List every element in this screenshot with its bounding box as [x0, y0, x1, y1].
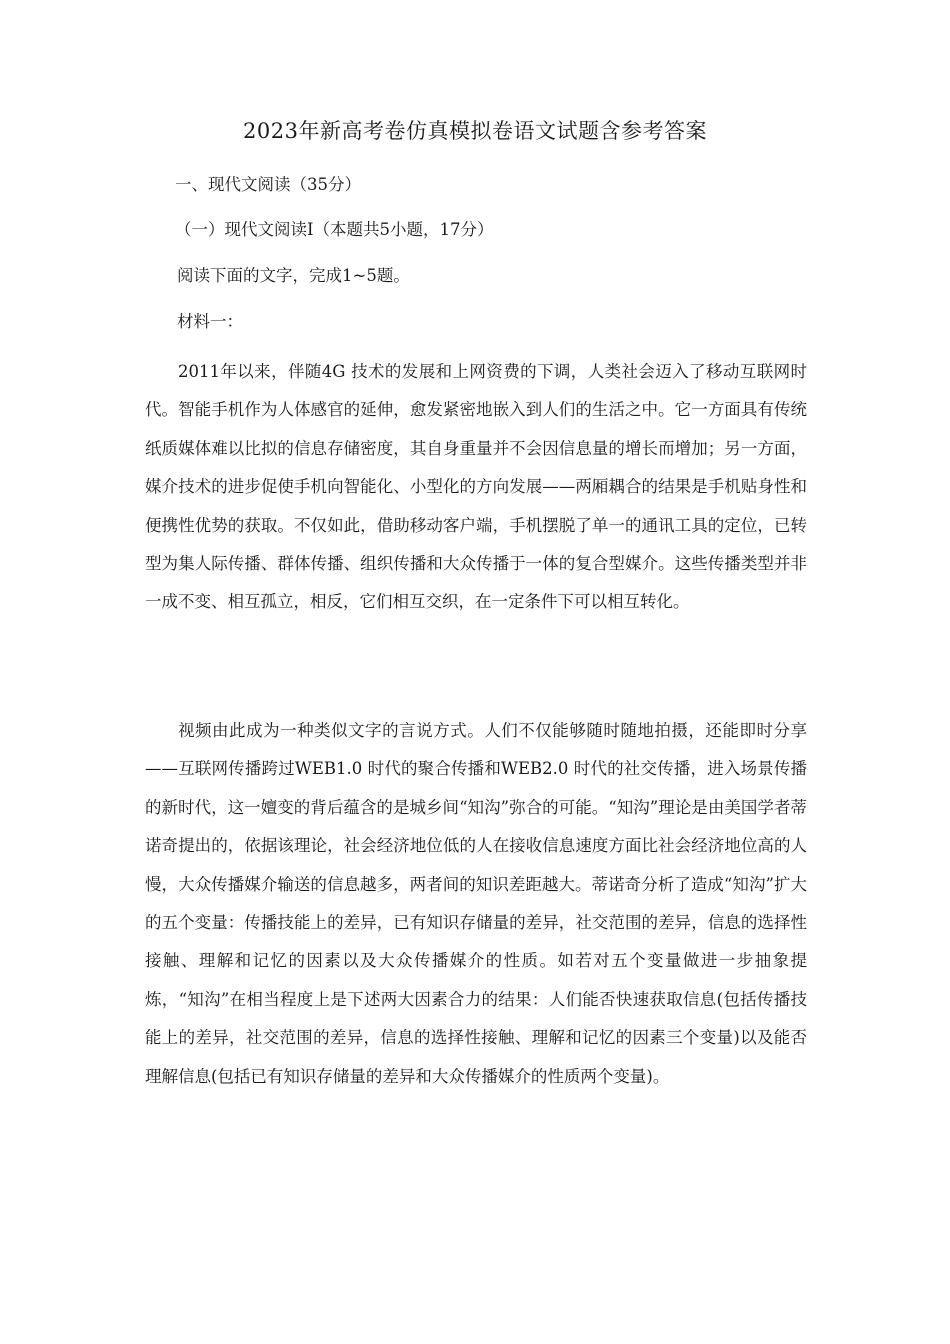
- material-label: 材料一：: [177, 312, 243, 331]
- reading-instruction: 阅读下面的文字，完成1~5题。: [177, 266, 410, 285]
- document-title: 2023年新高考卷仿真模拟卷语文试题含参考答案: [243, 119, 707, 143]
- section-heading: 一、现代文阅读（35分）: [175, 175, 361, 194]
- paragraph-2: 视频由此成为一种类似文字的言说方式。人们不仅能够随时随地拍摄，还能即时分享——互联网传播跨过WEB1.0 时代的聚合传播和WEB2.0 时代的社交传播，进入场景传播的新时代，这一嬗变的背后蕴含的是城乡间“知沟”弥合的可能。“知沟”理论是由美国学者蒂诺奇提出的，依据该理论，社会经济地位低的人在接收信息速度方面比社会经济地位高的人慢，大众传播媒介输送的信息越多，两者间的知识差距越大。蒂诺奇分析了造成“知沟”扩大的五个变量：传播技能上的差异，已有知识存储量的差异，社交范围的差异，信息的选择性接触、理解和记忆的因素以及大众传播媒介的性质。如若对五个变量做进一步抽象提炼，“知沟”在相当程度上是下述两大因素合力的结果：人们能否快速获取信息(包括传播技能上的差异，社交范围的差异，信息的选择性接触、理解和记忆的因素三个变量)以及能否理解信息(包括已有知识存储量的差异和大众传播媒介的性质两个变量)。: [145, 721, 807, 1086]
- subsection-heading: （一）现代文阅读Ⅰ（本题共5小题，17分）: [175, 220, 494, 239]
- paragraph-1: 2011年以来，伴随4G 技术的发展和上网资费的下调，人类社会迈入了移动互联网时代。智能手机作为人体感官的延伸，愈发紧密地嵌入到人们的生活之中。它一方面具有传统纸质媒体难以比拟的信息存储密度，其自身重量并不会因信息量的增长而增加；另一方面，媒介技术的进步促使手机向智能化、小型化的方向发展——两厢耦合的结果是手机贴身性和便携性优势的获取。不仅如此，借助移动客户端，手机摆脱了单一的通讯工具的定位，已转型为集人际传播、群体传播、组织传播和大众传播于一体的复合型媒介。这些传播类型并非一成不变、相互孤立，相反，它们相互交织，在一定条件下可以相互转化。: [145, 362, 807, 612]
